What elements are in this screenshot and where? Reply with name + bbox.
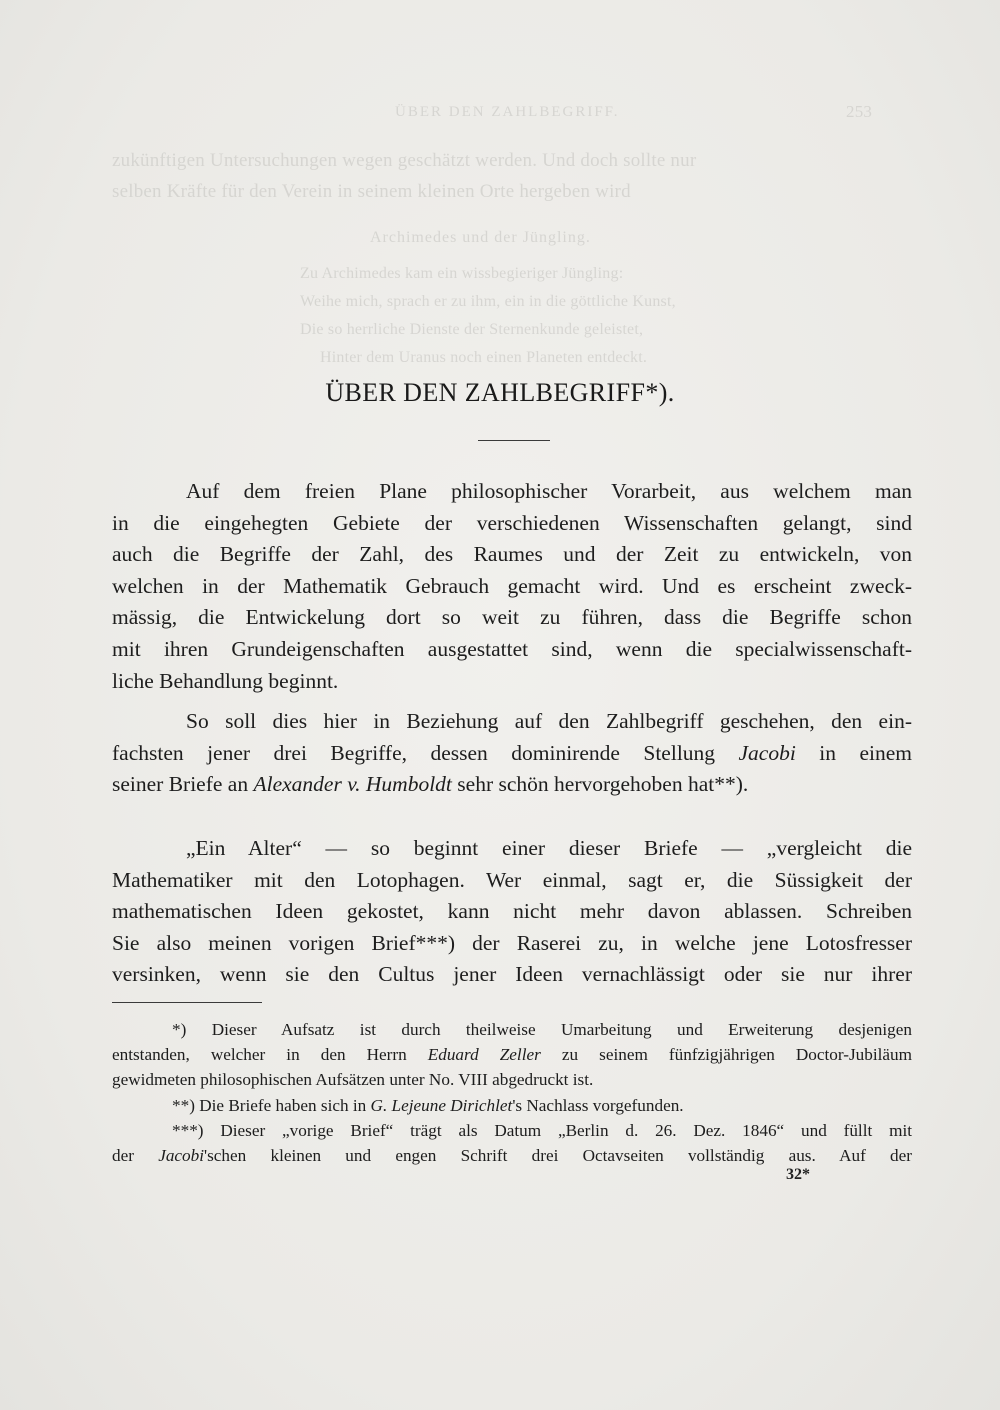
- paragraph-3: [112, 833, 912, 991]
- footnote-line: ***) Dieser „vorige Brief“ trägt als Datum „Berlin d. 26. Dez. 1846“ und füllt mit: [172, 1120, 912, 1140]
- text-line: Auf dem freien Plane philosophischer Vorarbeit, aus welchem man: [186, 479, 912, 503]
- footnote-divider: [112, 1002, 262, 1003]
- footnote-line: **) Die Briefe haben sich in G. Lejeune Dirichlet's Nachlass vorgefunden.: [172, 1095, 684, 1115]
- bleed-through-text: Zu Archimedes kam ein wissbegieriger Jüngling:: [300, 265, 624, 282]
- footnote-line: gewidmeten philosophischen Aufsätzen unter No. VIII abgedruckt ist.: [112, 1070, 594, 1090]
- paragraph-2: [112, 706, 912, 801]
- text-line: Mathematiker mit den Lotophagen. Wer einmal, sagt er, die Süssigkeit der: [112, 867, 912, 892]
- text-line: mässig, die Entwickelung dort so weit zu führen, dass die Begriffe schon: [112, 605, 912, 630]
- text-line: seiner Briefe an Alexander v. Humboldt sehr schön hervorgehoben hat**).: [112, 772, 749, 797]
- title-divider: [478, 440, 550, 441]
- text-line: fachsten jener drei Begriffe, dessen dominirende Stellung Jacobi in einem: [112, 740, 913, 765]
- signature-mark: 32*: [786, 1166, 810, 1183]
- footnotes: [112, 1017, 912, 1168]
- bleed-through-text: Weihe mich, sprach er zu ihm, ein in die göttliche Kunst,: [300, 293, 676, 310]
- text-line: auch die Begriffe der Zahl, des Raumes und der Zeit zu entwickeln, von: [112, 542, 912, 567]
- text-line: Sie also meinen vorigen Brief***) der Raserei zu, in welche jene Lotosfresser: [112, 930, 912, 955]
- bleed-through-text: selben Kräfte für den Verein in seinem kleinen Orte hergeben wird: [112, 181, 631, 202]
- text-line: mathematischen Ideen gekostet, kann nicht mehr davon ablassen. Schreiben: [112, 899, 912, 924]
- text-line: liche Behandlung beginnt.: [112, 668, 339, 693]
- text-line: versinken, wenn sie den Cultus jener Ideen vernachlässigt oder sie nur ihrer: [112, 962, 912, 987]
- text-line: „Ein Alter“ — so beginnt einer dieser Briefe — „vergleicht die: [186, 836, 912, 860]
- text-line: in die eingehegten Gebiete der verschiedenen Wissenschaften gelangt, sind: [112, 510, 912, 535]
- text-line: mit ihren Grundeigenschaften ausgestattet sind, wenn die specialwissenschaft-: [112, 636, 912, 661]
- paragraph-1: [112, 476, 912, 697]
- bleed-through-text: zukünftigen Untersuchungen wegen geschätzt werden. Und doch sollte nur: [112, 150, 697, 171]
- footnote-line: entstanden, welcher in den Herrn Eduard Zeller zu seinem fünfzigjährigen Doctor-Jubiläum: [112, 1045, 912, 1065]
- bleed-through-text: Die so herrliche Dienste der Sternenkunde geleistet,: [300, 321, 644, 338]
- footnote-line: der Jacobi'schen kleinen und engen Schrift drei Octavseiten vollständig aus. Auf der: [112, 1146, 912, 1166]
- article-title: ÜBER DEN ZAHLBEGRIFF*).: [325, 378, 675, 407]
- bleed-through-text: Archimedes und der Jüngling.: [370, 229, 591, 246]
- bleed-through-text: Hinter dem Uranus noch einen Planeten entdeckt.: [320, 349, 648, 366]
- text-line: So soll dies hier in Beziehung auf den Zahlbegriff geschehen, den ein-: [186, 709, 912, 733]
- text-line: welchen in der Mathematik Gebrauch gemacht wird. Und es erscheint zweck-: [112, 573, 912, 598]
- bleed-through-text: ÜBER DEN ZAHLBEGRIFF.: [395, 104, 620, 120]
- bleed-through-text: 253: [846, 102, 873, 121]
- footnote-line: *) Dieser Aufsatz ist durch theilweise Umarbeitung und Erweiterung desjenigen: [172, 1020, 912, 1039]
